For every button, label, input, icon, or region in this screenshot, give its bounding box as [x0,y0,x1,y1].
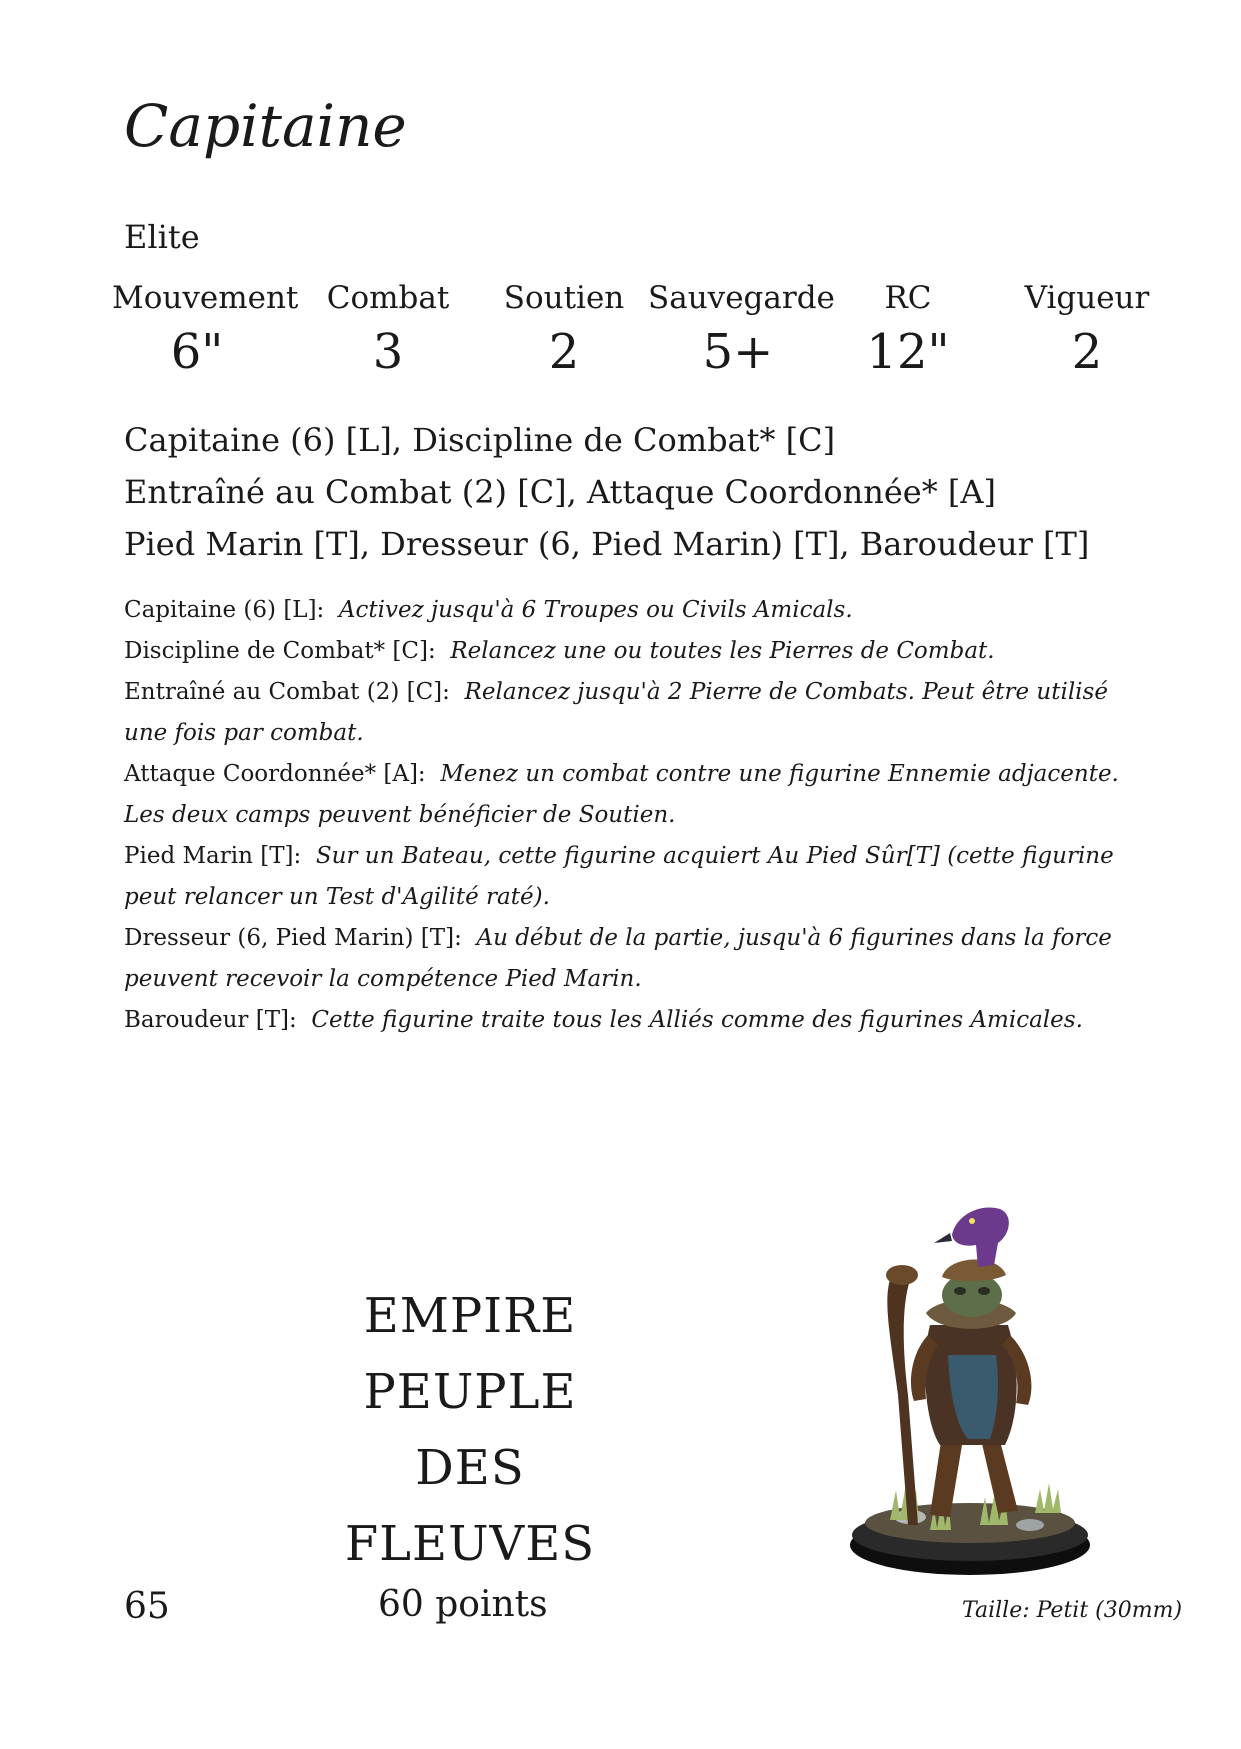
stat-vigueur [1012,280,1162,380]
rule-description: Menez un combat contre une figurine Ennemie adjacente. Les deux camps peuvent bénéficier de Soutien. [124,761,1119,828]
faction-line: DES [415,1440,525,1496]
stat-label: Soutien [503,280,625,316]
rule-name: Attaque Coordonnée* [A]: [124,761,426,787]
rule-attaque-coordonnee [124,754,1144,836]
faction-name [280,1278,660,1582]
stat-label: Vigueur [1024,280,1150,316]
rank-label: Elite [124,218,200,256]
miniature-image [830,1195,1110,1580]
stat-soutien [484,280,644,380]
rule-entraine-au-combat [124,672,1144,754]
points-cost: 60 points [378,1584,548,1625]
model-size: Taille: Petit (30mm) [962,1598,1183,1623]
rule-capitaine [124,590,1144,631]
rule-description: Relancez une ou toutes les Pierres de Combat. [450,638,995,664]
rule-baroudeur [124,1000,1144,1041]
rule-description: Cette figurine traite tous les Alliés comme des figurines Amicales. [311,1007,1083,1033]
faction-line: FLEUVES [344,1516,596,1572]
rule-name: Capitaine (6) [L]: [124,597,325,623]
staff-icon [887,1275,918,1525]
page-title: Capitaine [124,92,407,160]
rule-name: Discipline de Combat* [C]: [124,638,436,664]
stat-mouvement [112,280,299,380]
stat-label: Combat [326,280,450,316]
rules-section [124,590,1144,1041]
page-number: 65 [124,1586,170,1627]
ability-line: Pied Marin [T], Dresseur (6, Pied Marin) [T], Baroudeur [T] [124,525,1090,563]
rule-name: Entraîné au Combat (2) [C]: [124,679,450,705]
bird-icon [952,1207,1009,1267]
stat-value: 2 [548,324,580,380]
ability-list [124,414,1124,570]
rule-description: Activez jusqu'à 6 Troupes ou Civils Amicals. [338,597,853,623]
stat-sauvegarde [648,280,835,380]
stat-value: 2 [1071,324,1103,380]
rule-name: Pied Marin [T]: [124,843,302,869]
stat-combat [308,280,468,380]
rule-name: Dresseur (6, Pied Marin) [T]: [124,925,462,951]
ability-line: Entraîné au Combat (2) [C], Attaque Coordonnée* [A] [124,473,996,511]
rule-pied-marin [124,836,1144,918]
rule-description: Au début de la partie, jusqu'à 6 figurines dans la force peuvent recevoir la compétence Pied Marin. [124,925,1112,992]
stat-label: Sauvegarde [648,280,835,316]
stat-label: Mouvement [112,280,299,316]
ability-line: Capitaine (6) [L], Discipline de Combat* [C] [124,421,836,459]
stat-value: 3 [372,324,404,380]
rule-description: Sur un Bateau, cette figurine acquiert Au Pied Sûr[T] (cette figurine peut relancer un Test d'Agilité raté). [124,843,1114,910]
rule-dresseur [124,918,1144,1000]
rule-discipline-de-combat [124,631,1144,672]
stat-value: 6" [170,324,224,380]
stat-value: 5+ [702,324,774,380]
stat-rc [848,280,968,380]
faction-line: PEUPLE [363,1364,577,1420]
rule-name: Baroudeur [T]: [124,1007,297,1033]
rule-description: Relancez jusqu'à 2 Pierre de Combats. Peut être utilisé une fois par combat. [124,679,1108,746]
stat-value: 12" [866,324,950,380]
stat-label: RC [884,280,932,316]
faction-line: EMPIRE [363,1288,577,1344]
